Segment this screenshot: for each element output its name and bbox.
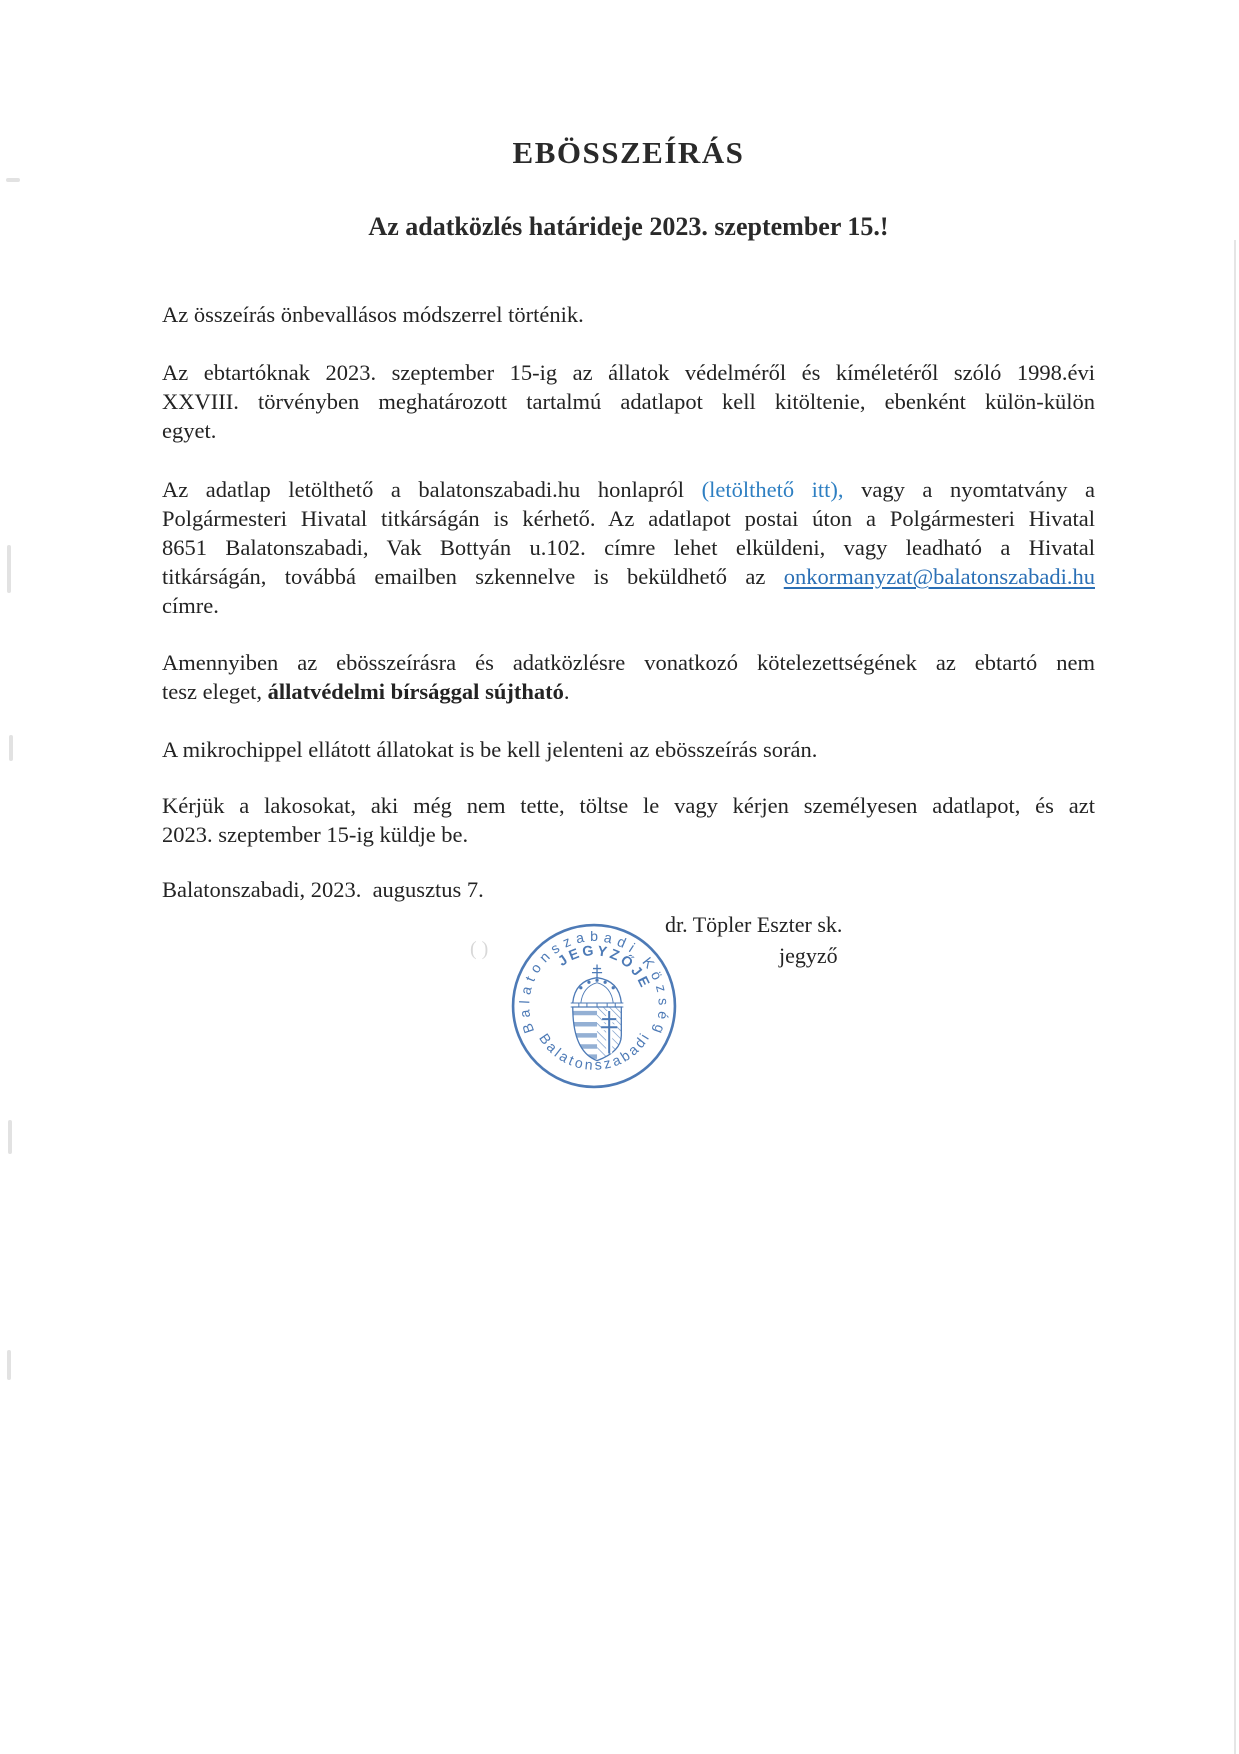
text-segment: titkárságán, továbbá emailben szkennelve is beküldhető az xyxy=(162,564,784,589)
signature-name: dr. Töpler Eszter sk. xyxy=(665,912,843,937)
coat-of-arms-icon xyxy=(571,965,624,1061)
scan-artifact xyxy=(8,1120,12,1154)
document-subtitle: Az adatközlés határideje 2023. szeptember 15.! xyxy=(368,212,889,241)
text-line: Polgármesteri Hivatal titkárságán is kérhető. Az adatlapot postai úton a Polgármesteri Hivatal xyxy=(162,506,1095,531)
scan-artifact xyxy=(6,178,20,182)
email-link[interactable]: onkormanyzat@balatonszabadi.hu xyxy=(783,564,1095,589)
text-line: Az ebtartóknak 2023. szeptember 15-ig az állatok védelméről és kíméletéről szóló 1998.évi xyxy=(162,360,1095,385)
bold-text-segment: állatvédelmi bírsággal sújtható xyxy=(267,679,564,704)
stamp-text-top-path: Balatonszabadi Község xyxy=(517,929,671,1036)
text-line: 2023. szeptember 15-ig küldje be. xyxy=(162,822,469,847)
signature-role: jegyző xyxy=(779,943,838,968)
text-line: Kérjük a lakosokat, aki még nem tette, töltse le vagy kérjen személyesen adatlapot, és azt xyxy=(162,793,1095,818)
stamp-text-middle-path: JEGYZŐJE xyxy=(555,943,653,990)
date-line: Balatonszabadi, 2023. augusztus 7. xyxy=(162,877,484,902)
paragraph-request xyxy=(162,791,1095,849)
text-segment: tesz eleget, xyxy=(162,679,268,704)
document-title: EBÖSSZEÍRÁS xyxy=(512,135,745,170)
paragraph-microchip xyxy=(162,735,1095,764)
text-line xyxy=(162,562,1095,591)
paragraph-penalty xyxy=(162,648,1095,706)
text-line: címre. xyxy=(162,593,219,618)
stamp-ring xyxy=(513,925,675,1087)
text-line: Az összeírás önbevallásos módszerrel történik. xyxy=(162,302,584,327)
text-line: 8651 Balatonszabadi, Vak Bottyán u.102. címre lehet elküldeni, vagy leadható a Hivatal xyxy=(162,535,1095,560)
text-line: egyet. xyxy=(162,418,217,443)
download-link[interactable]: (letölthető itt), xyxy=(701,477,844,502)
text-line: A mikrochippel ellátott állatokat is be kell jelenteni az ebösszeírás során. xyxy=(162,737,818,762)
official-stamp xyxy=(508,920,680,1092)
paragraph-method xyxy=(162,300,1095,329)
text-segment: Az adatlap letölthető a balatonszabadi.hu honlapról xyxy=(162,477,702,502)
text-line xyxy=(162,677,1095,706)
scan-smudge: ( ) xyxy=(470,938,489,960)
scan-edge-shadow xyxy=(1234,240,1236,1754)
paragraph-law xyxy=(162,358,1095,445)
text-segment: vagy a nyomtatvány a xyxy=(843,477,1096,502)
paragraph-form xyxy=(162,475,1095,620)
scan-artifact xyxy=(7,545,11,593)
scan-artifact xyxy=(9,735,13,761)
text-line: XXVIII. törvényben meghatározott tartalmú adatlapot kell kitöltenie, ebenként külön-külön xyxy=(162,389,1095,414)
text-line: Amennyiben az ebösszeírásra és adatközlésre vonatkozó kötelezettségének az ebtartó nem xyxy=(162,650,1095,675)
text-segment: . xyxy=(563,679,570,704)
scan-artifact xyxy=(7,1350,11,1380)
text-line xyxy=(162,475,1095,504)
stamp-text-bottom-path: Balatonszabadi xyxy=(535,1031,653,1074)
